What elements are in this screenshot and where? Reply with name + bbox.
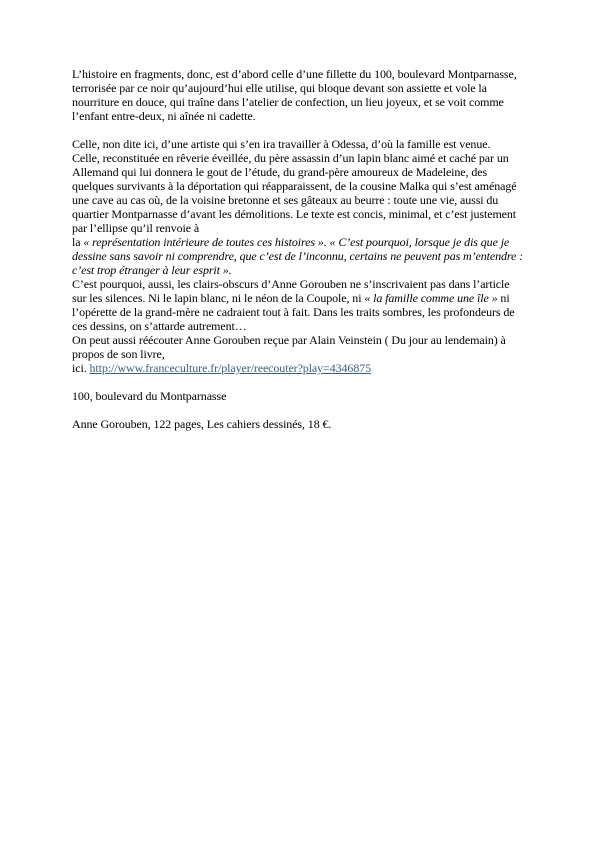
clairs-text-1: C’est pourquoi, aussi, les clairs-obscurs d’Anne Gorouben ne s’inscrivaient pas dans l’article sur les silences. Ni le lapin blanc, ni le néon de la Coupole, ni bbox=[72, 277, 510, 305]
quote-cest-pourquoi: « C’est pourquoi, lorsque je dis que je dessine sans savoir ni comprendre, que c’est de l’inconnu, certains ne peuvent pas m’entendre : c’est trop étranger à leur esprit ». bbox=[72, 235, 524, 277]
quote-famille: « la famille comme une île » bbox=[364, 291, 498, 305]
paragraph-artist: Celle, non dite ici, d’une artiste qui s’en ira travailler à Odessa, d’où la famille est venue. bbox=[72, 137, 491, 151]
paragraph-spacer bbox=[72, 403, 526, 417]
reverie-la: la bbox=[72, 235, 81, 249]
paragraph-clairs-obscurs bbox=[72, 277, 526, 333]
paragraph-link bbox=[72, 361, 526, 375]
link-prefix: ici. bbox=[72, 361, 87, 375]
paragraph-reecouter: On peut aussi réécouter Anne Gorouben reçue par Alain Veinstein ( Du jour au lendemain) à propos de son livre, bbox=[72, 333, 506, 361]
paragraph-reverie bbox=[72, 151, 526, 277]
article-body bbox=[72, 67, 526, 431]
address-line: 100, boulevard du Montparnasse bbox=[72, 389, 227, 403]
france-culture-link[interactable]: http://www.franceculture.fr/player/reecouter?play=4346875 bbox=[89, 361, 372, 375]
paragraph-spacer bbox=[72, 375, 526, 389]
book-info-line: Anne Gorouben, 122 pages, Les cahiers dessinés, 18 €. bbox=[72, 417, 332, 431]
reverie-text: Celle, reconstituée en rêverie éveillée, du père assassin d’un lapin blanc aimé et caché par un Allemand qui lui donnera le gout de l’étude, du grand-père amoureux de Madeleine, des quelques survivants à la déportation qui réapparaissent, de la cousine Malka qui s’est aménagé une cave au cas où, de la voisine bretonne et ses gâteaux au beurre : toute une vie, aussi du quartier Montparnasse d’avant les démolitions. Le texte est concis, minimal, et c’est justement par l’ellipse qu’il renvoie à bbox=[72, 151, 517, 235]
paragraph-spacer bbox=[72, 123, 526, 137]
paragraph-intro: L’histoire en fragments, donc, est d’abord celle d’une fillette du 100, boulevard Montparnasse, terrorisée par ce noir qu’aujourd’hui elle utilise, qui bloque devant son assiette et vole la nourriture en douce, qui traîne dans l’atelier de confection, un lieu joyeux, et se voit comme l’enfant entre-deux, ni aînée ni cadette. bbox=[72, 67, 517, 123]
clairs-text-2: ni l’opérette de la grand-mère ne cadraient tout à fait. Dans les traits sombres, les profondeurs de ces dessins, on s’attarde autrement… bbox=[72, 291, 515, 333]
quote-representation: « représentation intérieure de toutes ces histoires ». bbox=[83, 235, 327, 249]
